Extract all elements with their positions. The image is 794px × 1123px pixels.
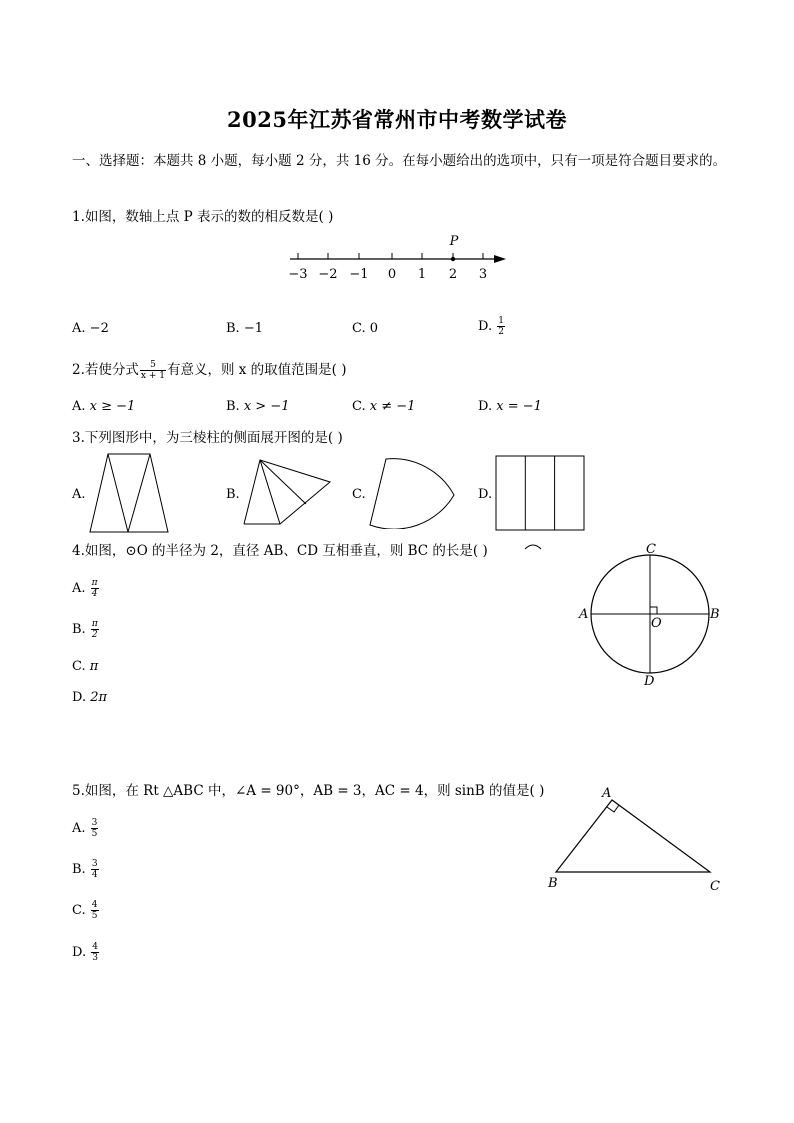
q4-circle-figure <box>570 538 730 690</box>
page-title: 2025年江苏省常州市中考数学试卷 <box>227 107 567 132</box>
option-letter: D. <box>72 690 87 705</box>
tick-label: 0 <box>387 267 397 282</box>
q4-option-c <box>72 658 98 676</box>
fraction: $\frac{3}{4}$ <box>91 859 98 880</box>
option-letter: C. <box>352 399 366 414</box>
q2-option-b <box>226 398 289 416</box>
option-letter: D. <box>72 945 87 960</box>
question-3-stem: 3.下列图形中，为三棱柱的侧面展开图的是( ) <box>72 430 343 446</box>
q1-number-line <box>280 228 520 288</box>
tick-label: 3 <box>478 267 488 282</box>
option-text: 2π <box>90 690 108 705</box>
option-text: 0 <box>369 321 379 336</box>
rectangle-outline <box>496 456 584 530</box>
q4-option-b <box>72 619 100 640</box>
tick-label: 1 <box>417 267 427 282</box>
label-c: C <box>646 542 656 557</box>
option-letter: A. <box>72 581 86 596</box>
q1-option-c <box>352 320 378 338</box>
fraction: $\frac{\pi}{2}$ <box>91 619 98 640</box>
q3-figure-b <box>240 456 332 528</box>
option-text: x ≠ −1 <box>369 399 416 414</box>
fan-outline <box>244 460 330 524</box>
question-5-stem: 5.如图，在 Rt △ABC 中，∠A = 90°，AB = 3，AC = 4，则 sinB 的值是( ) <box>72 783 545 799</box>
fraction: $\frac{3}{5}$ <box>91 818 98 839</box>
option-letter: A. <box>72 321 86 336</box>
fold-line <box>128 454 150 532</box>
q5-option-c <box>72 900 100 921</box>
option-letter: D. <box>478 319 493 334</box>
section-heading: 一、选择题：本题共 8 小题，每小题 2 分，共 16 分。在每小题给出的选项中，只有一项是符合题目要求的。 <box>72 153 727 169</box>
q3-figure-a <box>88 452 172 534</box>
option-letter: B. <box>226 321 240 336</box>
fraction: $\frac{\pi}{4}$ <box>91 578 98 599</box>
q4-option-a <box>72 578 100 599</box>
option-letter: B. <box>72 622 86 637</box>
option-letter: D. <box>478 399 493 414</box>
q5-option-a <box>72 818 99 839</box>
question-2-stem: 2.若使分式 $\frac{5}{x + 1}$ 有意义，则 x 的取值范围是( ) <box>72 360 347 381</box>
option-letter: C. <box>72 659 86 674</box>
option-letter: C. <box>352 321 366 336</box>
arc-symbol <box>523 542 543 550</box>
point-p-dot <box>451 257 455 261</box>
option-text: −1 <box>243 321 263 336</box>
sector-outline <box>370 459 454 529</box>
label-a: A <box>579 607 589 622</box>
triangle-abc <box>556 800 710 872</box>
tick-label: 2 <box>448 267 458 282</box>
q4-option-d <box>72 689 107 707</box>
q1-option-b <box>226 320 263 338</box>
q1-option-d <box>478 316 506 337</box>
q5-option-b <box>72 859 100 880</box>
question-4-stem: 4.如图，⊙O 的半径为 2，直径 AB、CD 互相垂直，则 BC 的长是( ) <box>72 543 488 559</box>
option-text: π <box>89 659 99 674</box>
option-letter: A. <box>72 399 86 414</box>
q3-option-a-letter: A. <box>72 487 86 502</box>
label-b: B <box>548 876 558 891</box>
number-line-arrow <box>494 255 506 263</box>
q3-option-d-letter: D. <box>478 487 493 502</box>
fraction: $\frac{4}{3}$ <box>92 942 98 963</box>
option-letter: C. <box>72 903 86 918</box>
q3-figure-c <box>366 455 460 529</box>
q3-option-c-letter: C. <box>352 487 366 502</box>
fold-line <box>108 454 128 532</box>
tick-label: −3 <box>288 267 308 282</box>
option-letter: A. <box>72 821 86 836</box>
q5-triangle-figure <box>540 782 730 894</box>
q3-option-b-letter: B. <box>226 487 240 502</box>
right-angle-mark <box>650 607 657 614</box>
q2-option-d <box>478 398 542 416</box>
label-c: C <box>710 879 720 894</box>
fraction: $\frac{1}{2}$ <box>498 316 504 337</box>
tick-label: −1 <box>349 267 369 282</box>
fraction: $\frac{4}{5}$ <box>91 900 98 921</box>
label-d: D <box>644 674 655 689</box>
option-text: −2 <box>89 321 109 336</box>
option-text: x = −1 <box>496 399 542 414</box>
label-o: O <box>651 616 662 631</box>
q3-figure-d <box>494 454 588 532</box>
question-1-stem: 1.如图，数轴上点 P 表示的数的相反数是( ) <box>72 209 334 225</box>
label-a: A <box>602 786 612 801</box>
option-letter: B. <box>72 862 86 877</box>
option-letter: B. <box>226 399 240 414</box>
option-text: x > −1 <box>243 399 290 414</box>
q1-option-a <box>72 320 109 338</box>
right-angle-mark <box>607 805 619 812</box>
trapezoid-outline <box>90 454 168 532</box>
q2-option-c <box>352 398 415 416</box>
tick-label: −2 <box>318 267 338 282</box>
q2-option-a <box>72 398 135 416</box>
point-p-label: P <box>449 234 459 249</box>
option-text: x ≥ −1 <box>89 399 136 414</box>
fraction: $\frac{5}{x + 1}$ <box>140 360 165 381</box>
q5-option-d <box>72 942 100 963</box>
label-b: B <box>710 607 720 622</box>
